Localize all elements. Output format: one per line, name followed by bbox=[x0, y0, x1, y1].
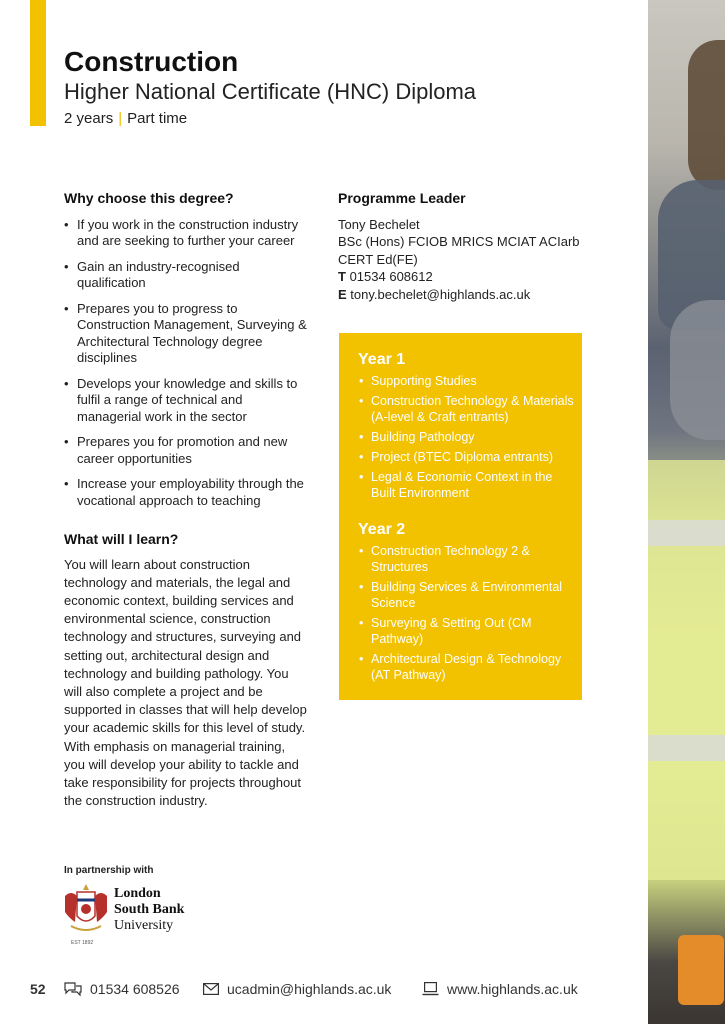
meta-separator: | bbox=[118, 110, 123, 127]
list-item: • Increase your employability through the vocational approach to teaching bbox=[64, 476, 309, 509]
lsbu-logo-text bbox=[114, 886, 184, 934]
side-photo bbox=[648, 0, 725, 1024]
email-prefix: E bbox=[338, 286, 347, 302]
list-item: • Prepares you for promotion and new career opportunities bbox=[64, 434, 309, 467]
leader-phone-line bbox=[338, 268, 588, 286]
year-1-heading: Year 1 bbox=[358, 351, 406, 368]
university-crest-icon bbox=[63, 882, 109, 934]
course-duration: 2 years bbox=[64, 110, 114, 127]
learn-heading: What will I learn? bbox=[64, 531, 179, 547]
leader-phone: 01534 608612 bbox=[349, 269, 433, 284]
chat-bubbles-icon bbox=[64, 981, 82, 997]
phone-prefix: T bbox=[338, 269, 346, 284]
page-number: 52 bbox=[30, 981, 46, 997]
list-item: • Building Pathology bbox=[358, 429, 578, 445]
list-item: • Building Services & Environmental Science bbox=[358, 579, 578, 611]
logo-line-1: London bbox=[114, 886, 161, 901]
leader-email: tony.bechelet@highlands.ac.uk bbox=[350, 286, 531, 302]
list-item: • Surveying & Setting Out (CM Pathway) bbox=[358, 615, 578, 647]
list-item: • Project (BTEC Diploma entrants) bbox=[358, 449, 578, 465]
page-subtitle: Higher National Certificate (HNC) Diploma bbox=[64, 79, 477, 104]
footer-website-text[interactable]: www.highlands.ac.uk bbox=[447, 981, 578, 997]
footer bbox=[0, 978, 648, 1002]
leader-heading: Programme Leader bbox=[338, 190, 466, 206]
leader-qualifications: BSc (Hons) FCIOB MRICS MCIAT ACIarb bbox=[338, 234, 580, 249]
modules-box bbox=[339, 333, 582, 700]
list-item: • Architectural Design & Technology (AT Pathway) bbox=[358, 651, 578, 683]
why-list bbox=[64, 217, 309, 510]
logo-line-3: University bbox=[114, 918, 174, 933]
list-item: • Legal & Economic Context in the Built Environment bbox=[358, 469, 578, 501]
list-item: • If you work in the construction industry and are seeking to further your career bbox=[64, 217, 309, 250]
list-item: • Construction Technology 2 & Structures bbox=[358, 543, 578, 575]
envelope-icon bbox=[203, 983, 219, 995]
accent-bar bbox=[30, 0, 46, 126]
year-2-heading: Year 2 bbox=[358, 521, 406, 538]
leader-details bbox=[338, 216, 588, 304]
leader-name: Tony Bechelet bbox=[338, 216, 420, 232]
crest-est: EST 1892 bbox=[71, 940, 94, 946]
footer-email[interactable] bbox=[203, 981, 391, 997]
footer-phone bbox=[64, 981, 180, 997]
footer-phone-text: 01534 608526 bbox=[90, 981, 180, 997]
laptop-icon bbox=[422, 982, 439, 996]
list-item: • Supporting Studies bbox=[358, 373, 578, 389]
right-column bbox=[338, 190, 588, 303]
list-item: • Prepares you to progress to Construction Management, Surveying & Architectural Technology degree disciplines bbox=[64, 301, 309, 367]
learn-paragraph: You will learn about construction technology and materials, the legal and economic context, building services and environmental science, construction technology and structures, surveying and setting out, architectural design and technology and building pathology. You will also complete a project and be supported in classes that will help develop your academic skills for this level of study. With emphasis on managerial training, you will develop your ability to tackle and take responsibility for projects throughout the construction industry. bbox=[64, 556, 307, 809]
course-meta bbox=[64, 110, 187, 127]
list-item: • Construction Technology & Materials (A-level & Craft entrants) bbox=[358, 393, 578, 425]
logo-line-2: South Bank bbox=[114, 902, 185, 917]
year-1-section bbox=[358, 351, 578, 505]
list-item: • Gain an industry-recognised qualification bbox=[64, 259, 309, 292]
footer-website[interactable] bbox=[422, 981, 578, 997]
left-column bbox=[64, 190, 309, 810]
footer-email-text[interactable]: ucadmin@highlands.ac.uk bbox=[227, 981, 392, 997]
list-item: • Develops your knowledge and skills to fulfil a range of technical and managerial work in the sector bbox=[64, 376, 309, 426]
partner-label: In partnership with bbox=[64, 865, 154, 876]
year-2-section bbox=[358, 521, 578, 687]
year-1-modules bbox=[358, 373, 578, 501]
leader-email-line bbox=[338, 286, 588, 304]
why-heading: Why choose this degree? bbox=[64, 190, 234, 206]
course-mode: Part time bbox=[127, 110, 188, 127]
leader-qualifications-2: CERT Ed(FE) bbox=[338, 251, 418, 267]
year-2-modules bbox=[358, 543, 578, 683]
page-title: Construction bbox=[64, 46, 239, 77]
